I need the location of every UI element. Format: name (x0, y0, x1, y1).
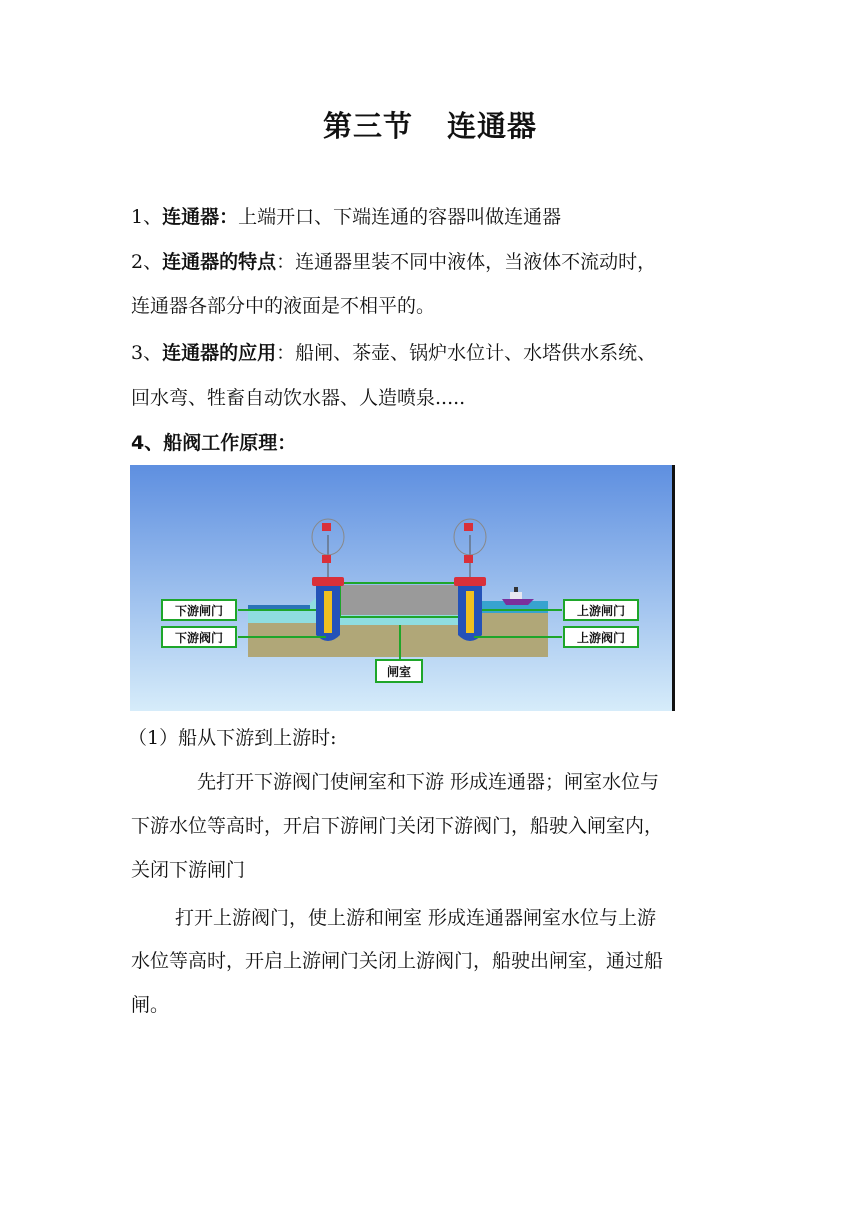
item-2-continued: 连通器各部分中的液面是不相平的。 (131, 295, 436, 317)
svg-text:上游阀门: 上游阀门 (576, 631, 626, 645)
item-2-text-line1: ：连通器里装不同中液体，当液体不流动时， (276, 251, 657, 273)
item-1 (131, 202, 731, 232)
para-2-line-3: 闸。 (131, 994, 170, 1016)
item-1-text: 上端开口、下端连通的容器叫做连通器 (238, 206, 562, 228)
item-1-label: 连通器： (162, 206, 239, 228)
title-section: 第三节 (322, 109, 413, 143)
para-2-line-2: 水位等高时，开启上游闸门关闭上游阀门，船驶出闸室，通过船 (131, 950, 664, 972)
label-upstream-gate (564, 600, 638, 620)
para-2-line-1: 打开上游阀门，使上游和闸室 形成连通器闸室水位与上游 (175, 907, 657, 929)
item-1-number: 1、 (131, 206, 163, 228)
label-lock-chamber (376, 660, 422, 682)
svg-text:上游闸门: 上游闸门 (576, 604, 626, 618)
item-4-number: 4、 (131, 432, 164, 454)
page-title (0, 104, 860, 145)
item-3-text-line1: ：船闸、茶壶、锅炉水位计、水塔供水系统、 (276, 342, 657, 364)
label-downstream-gate (162, 600, 236, 620)
para-1-line-2: 下游水位等高时，开启下游闸门关闭下游阀门，船驶入闸室内， (131, 815, 664, 837)
section-1-heading: （1）船从下游到上游时: (128, 727, 337, 749)
label-downstream-valve (162, 627, 236, 647)
item-3 (131, 338, 731, 368)
item-2-label: 连通器的特点 (162, 251, 277, 273)
item-2-number: 2、 (131, 251, 163, 273)
ship-lock-svg (130, 465, 676, 711)
item-4 (131, 428, 731, 458)
figure-border (672, 465, 675, 711)
title-topic: 连通器 (447, 109, 538, 143)
ship-lock-diagram (130, 465, 676, 711)
svg-text:下游闸门: 下游闸门 (174, 604, 224, 618)
item-3-label: 连通器的应用 (162, 342, 277, 364)
label-upstream-valve (564, 627, 638, 647)
item-2 (131, 247, 731, 277)
para-1-line-3: 关闭下游闸门 (131, 859, 246, 881)
svg-text:闸室: 闸室 (386, 665, 412, 679)
item-4-label: 船阀工作原理： (163, 432, 297, 454)
item-3-number: 3、 (131, 342, 163, 364)
svg-text:下游阀门: 下游阀门 (174, 631, 224, 645)
item-3-continued: 回水弯、牲畜自动饮水器、人造喷泉..... (131, 387, 466, 409)
para-1-line-1: 先打开下游阀门使闸室和下游 形成连通器；闸室水位与 (197, 771, 660, 793)
